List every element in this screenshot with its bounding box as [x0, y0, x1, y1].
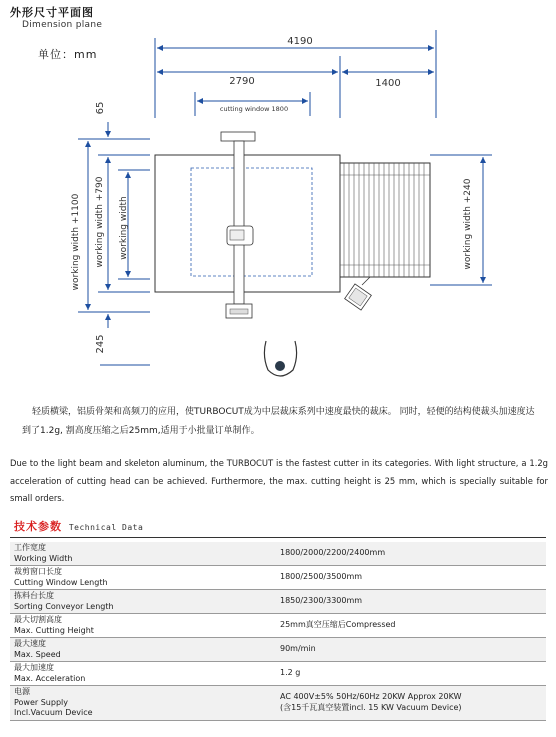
spec-label: [10, 614, 280, 637]
cutting-head-detail: [230, 230, 244, 240]
spec-label-cn: 工作宽度: [14, 543, 46, 552]
width-240-label: working width +240: [463, 178, 473, 270]
width-1100-label: working width +1100: [71, 193, 81, 291]
sorting-conveyor: [340, 163, 430, 277]
tech-heading-en: Technical Data: [68, 523, 144, 532]
spec-row-power-supply: [10, 686, 546, 721]
spec-value: [280, 691, 546, 714]
spec-value: 1800/2500/3500mm: [280, 572, 363, 582]
dim-main-label: 2790: [229, 76, 255, 87]
spec-label-cn: 最大切割高度: [14, 615, 62, 624]
tech-data-heading: [14, 518, 143, 534]
spec-label-cn: 电源: [14, 687, 30, 696]
spec-value-line-1: AC 400V±5% 50Hz/60Hz 20KW Approx 20KW: [280, 692, 462, 702]
dim-total-label: 4190: [287, 36, 313, 47]
spec-label-cn: 最大加速度: [14, 663, 54, 672]
spec-value: 90m/min: [280, 644, 316, 654]
dim-window-label: cutting window 1800: [219, 105, 289, 113]
spec-label-en: Max. Cutting Height: [14, 625, 94, 635]
gantry-top-mount: [221, 132, 255, 141]
width-790-label: working width +790: [95, 176, 105, 268]
description-cn: 轻质横梁，铝质骨架和高频刀的应用，使TURBOCUT成为中层裁床系列中速度最快的裁床。 同时，轻便的结构使裁头加速度达到了1.2g, 割高度压缩之后25mm,适用于小批量订单制作。: [22, 407, 535, 436]
spec-label: [10, 662, 280, 685]
spec-label-en: Cutting Window Length: [14, 577, 108, 587]
spec-label: [10, 686, 280, 720]
dim-conveyor-label: 1400: [375, 78, 401, 89]
spec-value: 25mm真空压缩后Compressed: [280, 620, 396, 630]
spec-row-max-acceleration: [10, 662, 546, 686]
spec-label-en: Sorting Conveyor Length: [14, 601, 114, 611]
spec-row-sorting-conveyor: [10, 590, 546, 614]
spec-label: [10, 638, 280, 661]
spec-label-cn: 裁剪窗口长度: [14, 567, 62, 576]
width-label: working width: [119, 196, 129, 260]
spec-label-cn: 最大速度: [14, 639, 46, 648]
spec-label-en: Working Width: [14, 553, 73, 563]
unit-label: 单位：mm: [38, 48, 98, 61]
control-panel: [345, 284, 372, 310]
spec-value: 1850/2300/3300mm: [280, 596, 363, 606]
spec-value: 1800/2000/2200/2400mm: [280, 548, 386, 558]
dim-top-label: 65: [95, 101, 106, 115]
control-panel-arm: [362, 277, 370, 285]
spec-row-working-width: [10, 542, 546, 566]
page-title: 外形尺寸平面图: [10, 6, 94, 19]
spec-label-cn: 拣料台长度: [14, 591, 54, 600]
operator-head: [275, 361, 285, 371]
gantry-beam: [234, 141, 244, 304]
spec-table: [10, 542, 546, 721]
dim-bottom-label: 245: [95, 334, 106, 354]
spec-row-cutting-window: [10, 566, 546, 590]
spec-row-max-speed: [10, 638, 546, 662]
spec-label-en: Max. Acceleration: [14, 673, 86, 683]
tech-heading-cn: 技术参数: [14, 520, 62, 533]
page-subtitle: Dimension plane: [22, 20, 103, 30]
spec-label-en-2: Incl.Vacuum Device: [14, 708, 93, 717]
spec-value: 1.2 g: [280, 668, 301, 678]
spec-label-en: Power Supply: [14, 697, 68, 707]
description-en: Due to the light beam and skeleton aluminum, the TURBOCUT is the fastest cutter in its categories. With light structure, a 1.2g acceleration of cutting head can be achieved. Furthermore, the max. cutting height is 25 mm, which is specially suitable for small orders.: [10, 458, 548, 503]
spec-label: [10, 590, 280, 613]
spec-label: [10, 542, 280, 565]
gantry-foot: [230, 309, 248, 314]
spec-label-en: Max. Speed: [14, 649, 61, 659]
spec-value-line-2: (含15千瓦真空装置incl. 15 KW Vacuum Device): [280, 702, 462, 712]
spec-row-max-cutting-height: [10, 614, 546, 638]
spec-label: [10, 566, 280, 589]
tech-heading-divider: [10, 537, 546, 538]
